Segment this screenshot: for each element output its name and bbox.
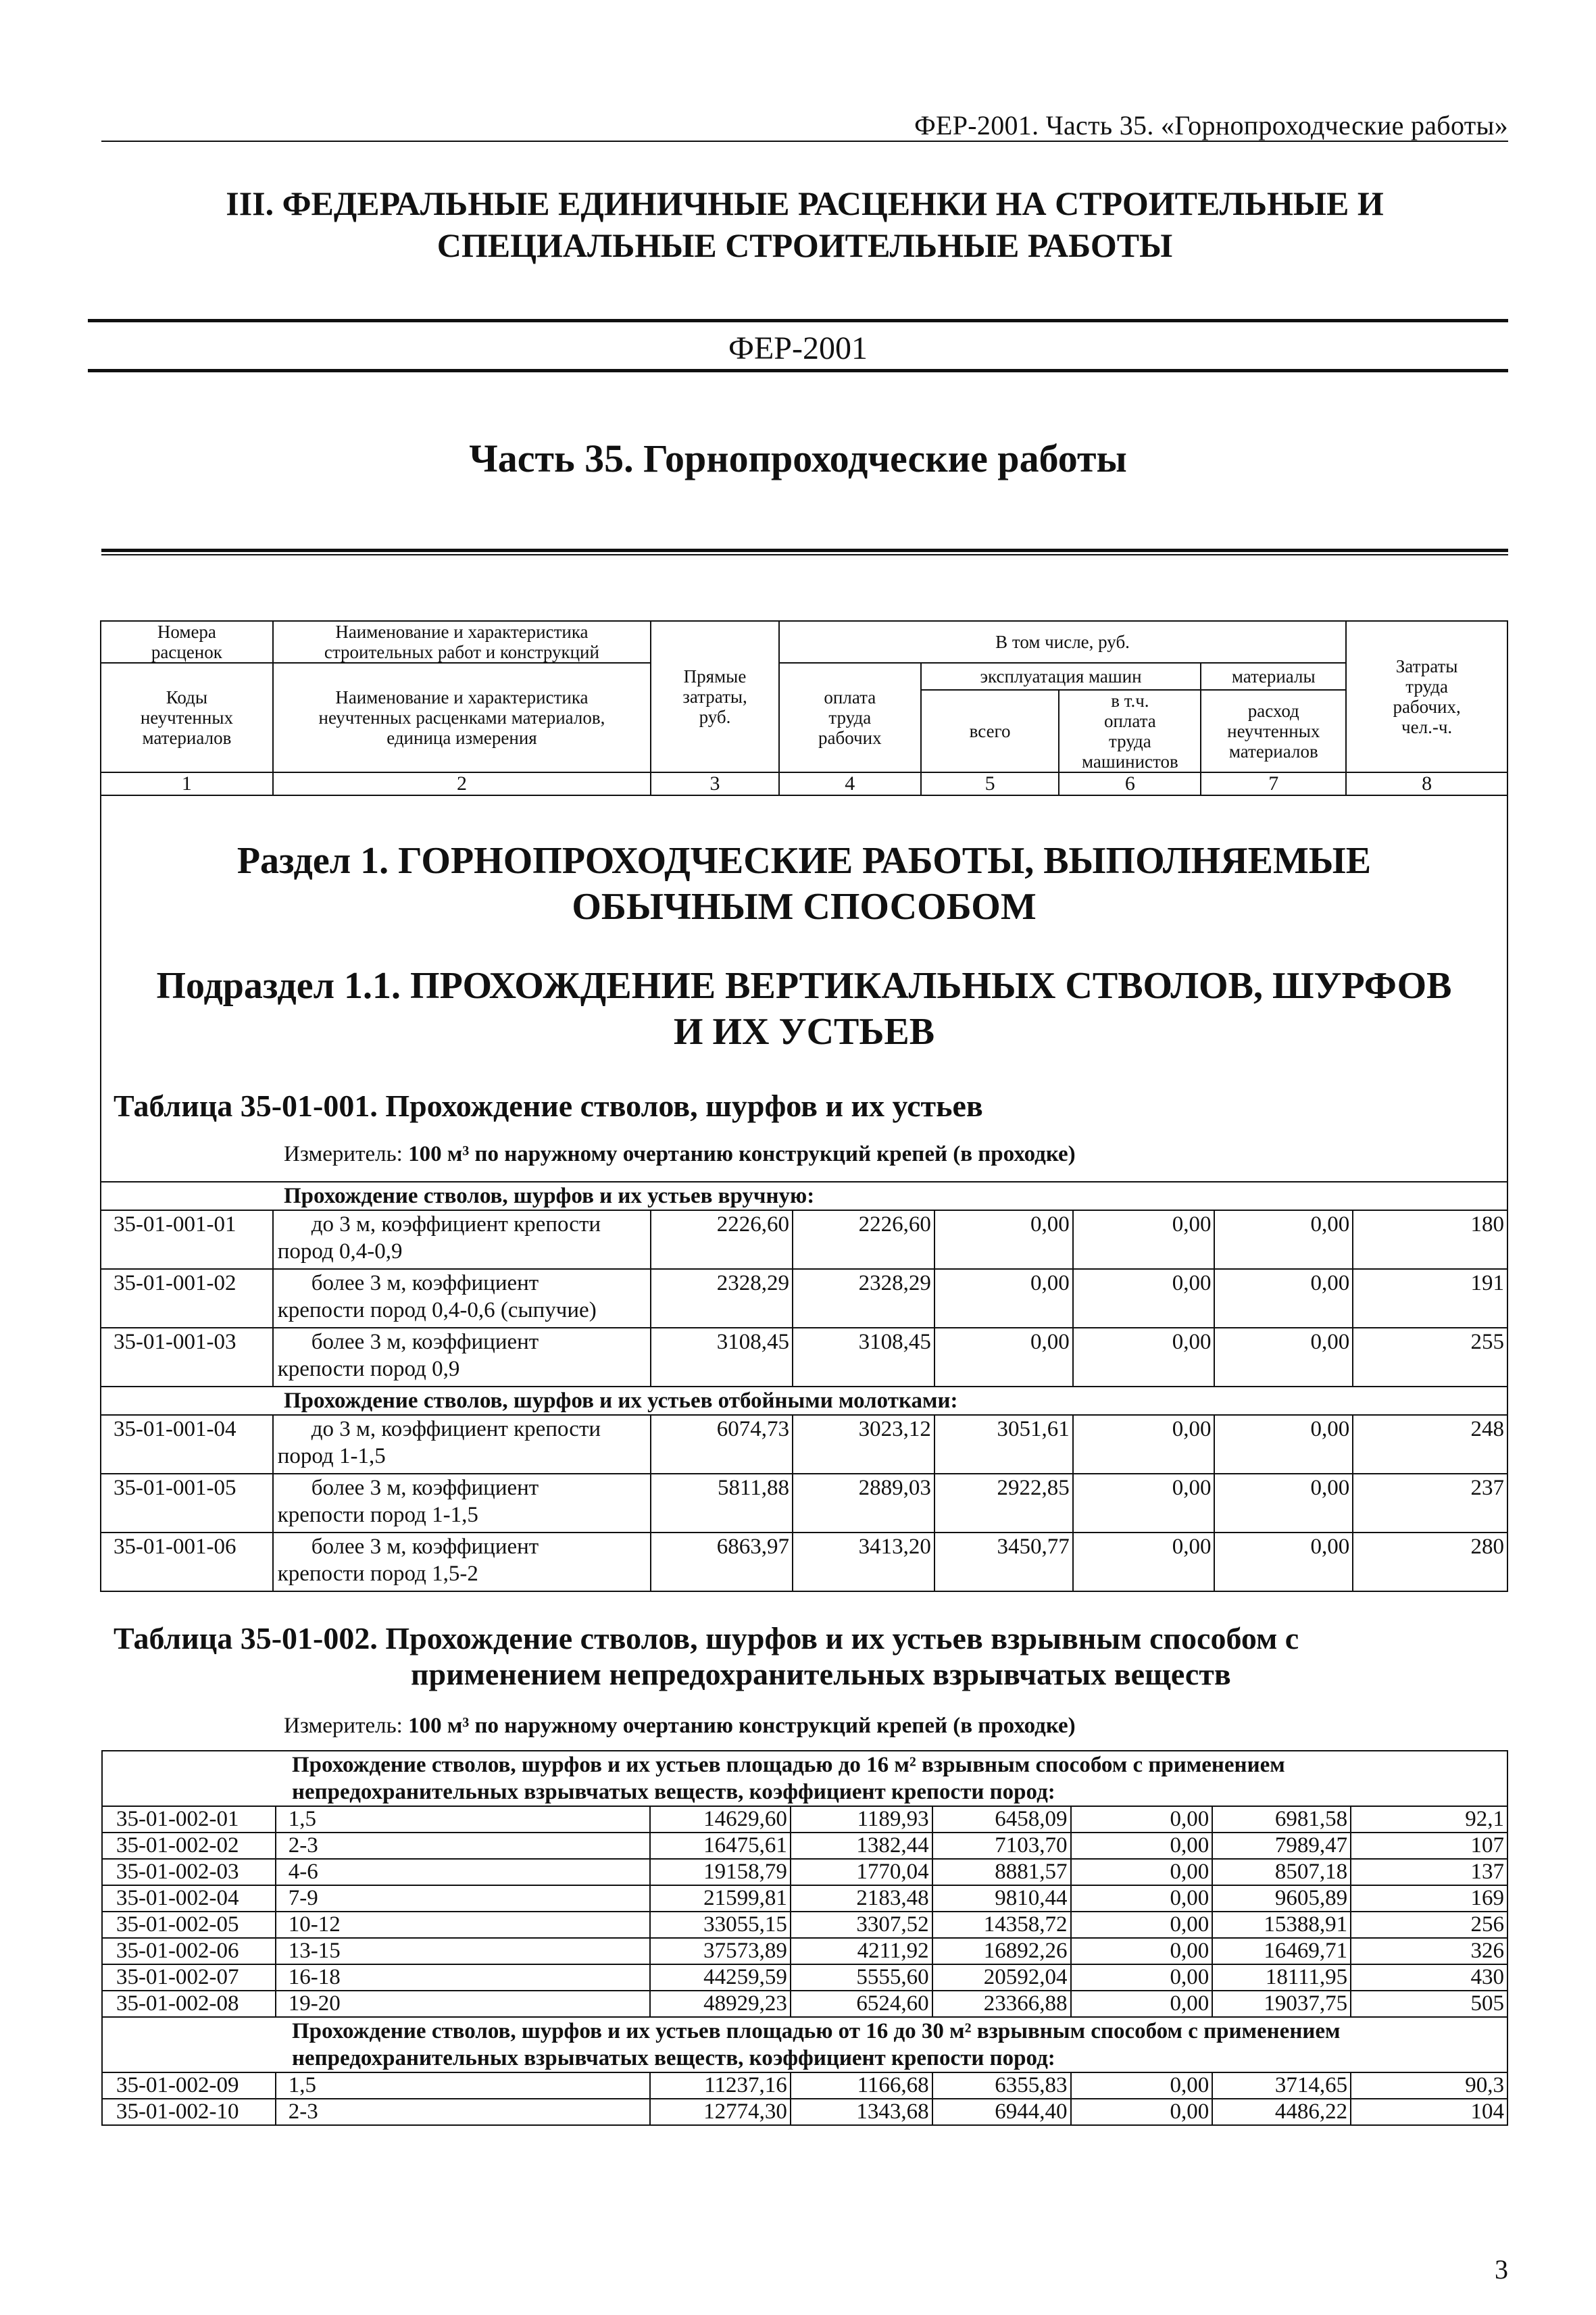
machine-cost: 0,00 [934, 1210, 1073, 1269]
rate-code: 35-01-002-09 [102, 2072, 276, 2099]
direct-cost: 21599,81 [650, 1885, 791, 1912]
double-rule [101, 549, 1508, 555]
direct-cost: 6863,97 [651, 1533, 793, 1591]
rate-code: 35-01-002-07 [102, 1964, 276, 1991]
materials-cost: 7989,47 [1212, 1833, 1351, 1859]
labor-cost: 3023,12 [793, 1415, 934, 1474]
table-row [102, 1938, 1507, 1964]
machine-cost: 3051,61 [934, 1415, 1073, 1474]
table-row [102, 1833, 1507, 1859]
labor-cost: 5555,60 [791, 1964, 932, 1991]
materials-cost: 8507,18 [1212, 1859, 1351, 1885]
rate-name: 13-15 [276, 1938, 650, 1964]
labor-cost: 3108,45 [793, 1328, 934, 1387]
rate-name: 7-9 [276, 1885, 650, 1912]
header-text: строительных работ и конструкций [324, 642, 599, 662]
operator-cost: 0,00 [1073, 1415, 1215, 1474]
rate-name-line: более 3 м, коэффициент [311, 1535, 539, 1559]
group-line: Прохождение стволов, шурфов и их устьев площадью до 16 м² взрывным способом с применением [292, 1753, 1285, 1777]
rate-code: 35-01-001-06 [101, 1533, 273, 1591]
table-row [102, 1991, 1507, 2017]
direct-cost: 11237,16 [650, 2072, 791, 2099]
rate-code: 35-01-002-10 [102, 2099, 276, 2125]
machine-cost: 2922,85 [934, 1474, 1073, 1533]
header-col2-top [273, 621, 651, 663]
materials-cost: 0,00 [1214, 1269, 1353, 1328]
table-row [101, 1328, 1507, 1387]
rate-name-line: крепости пород 1-1,5 [277, 1503, 478, 1527]
labor-cost: 3307,52 [791, 1912, 932, 1938]
rate-name: 2-3 [276, 1833, 650, 1859]
rate-name: 1,5 [276, 2072, 650, 2099]
table2 [101, 1750, 1508, 2126]
direct-cost: 5811,88 [651, 1474, 793, 1533]
rate-name: 10-12 [276, 1912, 650, 1938]
direct-cost: 48929,23 [650, 1991, 791, 2017]
rate-name: 4-6 [276, 1859, 650, 1885]
direct-cost: 3108,45 [651, 1328, 793, 1387]
rate-code: 35-01-001-04 [101, 1415, 273, 1474]
labor-hours: 505 [1351, 1991, 1507, 2017]
rate-name-line: более 3 м, коэффициент [311, 1330, 539, 1354]
header-text: рабочих [818, 728, 882, 748]
part-title-line-2: СПЕЦИАЛЬНЫЕ СТРОИТЕЛЬНЫЕ РАБОТЫ [437, 226, 1173, 264]
subsection-title-line-1: Подраздел 1.1. ПРОХОЖДЕНИЕ ВЕРТИКАЛЬНЫХ СТВОЛОВ, ШУРФОВ [156, 965, 1452, 1007]
section-title [100, 838, 1508, 930]
machine-cost: 23366,88 [932, 1991, 1071, 2017]
part-heading: Часть 35. Горнопроходческие работы [469, 437, 1127, 480]
header-including: В том числе, руб. [779, 621, 1346, 663]
fer-bottom-rule [88, 369, 1508, 372]
direct-cost: 37573,89 [650, 1938, 791, 1964]
header-unaccounted-materials [1201, 690, 1346, 772]
table-row [102, 2072, 1507, 2099]
table-row [102, 2099, 1507, 2125]
header-text: чел.-ч. [1401, 717, 1453, 737]
table2-group-row [102, 2017, 1507, 2072]
rate-name-line: пород 0,4-0,9 [277, 1239, 403, 1264]
operator-cost: 0,00 [1071, 1912, 1213, 1938]
rate-code: 35-01-002-04 [102, 1885, 276, 1912]
table-row [101, 1210, 1507, 1269]
running-head-rule [101, 141, 1508, 142]
rate-name-line: крепости пород 0,9 [277, 1357, 460, 1381]
rate-code: 35-01-002-06 [102, 1938, 276, 1964]
materials-cost: 18111,95 [1212, 1964, 1351, 1991]
table1-measure [284, 1142, 1076, 1167]
operator-cost: 0,00 [1071, 1964, 1213, 1991]
rate-name-line: крепости пород 1,5-2 [277, 1562, 478, 1586]
materials-cost: 6981,58 [1212, 1806, 1351, 1833]
direct-cost: 44259,59 [650, 1964, 791, 1991]
labor-hours: 256 [1351, 1912, 1507, 1938]
rate-name [273, 1328, 651, 1387]
labor-hours: 107 [1351, 1833, 1507, 1859]
column-number: 8 [1346, 772, 1507, 795]
header-col1-top [101, 621, 273, 663]
machine-cost: 14358,72 [932, 1912, 1071, 1938]
labor-hours: 248 [1353, 1415, 1507, 1474]
rate-code: 35-01-002-01 [102, 1806, 276, 1833]
direct-cost: 19158,79 [650, 1859, 791, 1885]
operator-cost: 0,00 [1073, 1210, 1215, 1269]
header-text: Наименование и характеристика [335, 687, 589, 707]
operator-cost: 0,00 [1071, 1806, 1213, 1833]
header-text: неучтенных [140, 707, 233, 728]
column-number: 5 [921, 772, 1059, 795]
group-line: непредохранительных взрывчатых веществ, коэффициент крепости пород: [292, 2046, 1055, 2070]
rate-name-line: до 3 м, коэффициент крепости [311, 1212, 601, 1237]
column-number: 3 [651, 772, 779, 795]
machine-cost: 16892,26 [932, 1938, 1071, 1964]
labor-cost: 1166,68 [791, 2072, 932, 2099]
materials-cost: 0,00 [1214, 1328, 1353, 1387]
header-text: рабочих, [1393, 697, 1461, 717]
table-row [101, 1415, 1507, 1474]
section-title-line-2: ОБЫЧНЫМ СПОСОБОМ [572, 886, 1037, 928]
table1-group-2: Прохождение стволов, шурфов и их устьев отбойными молотками: [101, 1387, 1507, 1415]
labor-hours: 137 [1351, 1859, 1507, 1885]
machine-cost: 20592,04 [932, 1964, 1071, 1991]
machine-cost: 6944,40 [932, 2099, 1071, 2125]
rate-name-line: пород 1-1,5 [277, 1444, 386, 1468]
measure-label: Измеритель: [284, 1142, 403, 1166]
group-line: непредохранительных взрывчатых веществ, коэффициент крепости пород: [292, 1780, 1055, 1804]
labor-hours: 191 [1353, 1269, 1507, 1328]
machine-cost: 7103,70 [932, 1833, 1071, 1859]
rate-name [273, 1474, 651, 1533]
header-text: труда [1405, 676, 1448, 697]
table-row [102, 1806, 1507, 1833]
header-text: расход [1247, 701, 1299, 721]
fer-top-rule [88, 319, 1508, 322]
table2-measure [284, 1714, 1076, 1739]
table-row [101, 1269, 1507, 1328]
rate-name: 2-3 [276, 2099, 650, 2125]
subsection-title-line-2: И ИХ УСТЬЕВ [673, 1011, 935, 1053]
labor-cost: 1189,93 [791, 1806, 932, 1833]
table1-title: Таблица 35-01-001. Прохождение стволов, шурфов и их устьев [114, 1089, 983, 1123]
labor-cost: 2226,60 [793, 1210, 934, 1269]
column-number: 1 [101, 772, 273, 795]
table2-group-row [102, 1751, 1507, 1806]
table-row [101, 1474, 1507, 1533]
header-col2-bottom [273, 663, 651, 772]
header-machines-total: всего [921, 690, 1059, 772]
rate-name: 19-20 [276, 1991, 650, 2017]
rate-code: 35-01-001-01 [101, 1210, 273, 1269]
labor-cost: 1343,68 [791, 2099, 932, 2125]
labor-hours: 280 [1353, 1533, 1507, 1591]
direct-cost: 14629,60 [650, 1806, 791, 1833]
direct-cost: 16475,61 [650, 1833, 791, 1859]
operator-cost: 0,00 [1071, 2099, 1213, 2125]
labor-cost: 3413,20 [793, 1533, 934, 1591]
labor-hours: 326 [1351, 1938, 1507, 1964]
labor-hours: 90,3 [1351, 2072, 1507, 2099]
machine-cost: 3450,77 [934, 1533, 1073, 1591]
column-number: 6 [1059, 772, 1201, 795]
header-text: оплата [1103, 711, 1156, 731]
rate-name [273, 1415, 651, 1474]
direct-cost: 2226,60 [651, 1210, 793, 1269]
fer-code: ФЕР-2001 [728, 330, 868, 366]
header-text: Затраты [1395, 656, 1458, 676]
column-header-table [100, 620, 1508, 796]
machine-cost: 0,00 [934, 1328, 1073, 1387]
table2-group-1 [102, 1751, 1507, 1806]
materials-cost: 0,00 [1214, 1474, 1353, 1533]
labor-cost: 2889,03 [793, 1474, 934, 1533]
table1-group-1: Прохождение стволов, шурфов и их устьев вручную: [101, 1182, 1507, 1210]
header-col1-bottom [101, 663, 273, 772]
labor-hours: 104 [1351, 2099, 1507, 2125]
table2-title-line-1: Таблица 35-01-002. Прохождение стволов, шурфов и их устьев взрывным способом с [114, 1621, 1299, 1656]
column-number: 7 [1201, 772, 1346, 795]
rate-name-line: более 3 м, коэффициент [311, 1476, 539, 1500]
operator-cost: 0,00 [1071, 1885, 1213, 1912]
operator-cost: 0,00 [1073, 1269, 1215, 1328]
direct-cost: 6074,73 [651, 1415, 793, 1474]
rate-name-line: крепости пород 0,4-0,6 (сыпучие) [277, 1298, 597, 1322]
direct-cost: 2328,29 [651, 1269, 793, 1328]
operator-cost: 0,00 [1071, 1833, 1213, 1859]
operator-cost: 0,00 [1071, 2072, 1213, 2099]
header-labor-hours [1346, 621, 1507, 772]
materials-cost: 15388,91 [1212, 1912, 1351, 1938]
header-text: труда [1108, 731, 1151, 751]
rate-name [273, 1533, 651, 1591]
labor-cost: 2183,48 [791, 1885, 932, 1912]
labor-cost: 4211,92 [791, 1938, 932, 1964]
operator-cost: 0,00 [1071, 1859, 1213, 1885]
subsection-title [100, 963, 1508, 1055]
table1-group-row [101, 1387, 1507, 1415]
table2-title-line-2: применением непредохранительных взрывчатых веществ [411, 1657, 1231, 1691]
header-text: руб. [699, 707, 731, 727]
operator-cost: 0,00 [1073, 1533, 1215, 1591]
part-title-line-1: III. ФЕДЕРАЛЬНЫЕ ЕДИНИЧНЫЕ РАСЦЕНКИ НА СТРОИТЕЛЬНЫЕ И [226, 184, 1384, 222]
rate-code: 35-01-002-05 [102, 1912, 276, 1938]
materials-cost: 0,00 [1214, 1210, 1353, 1269]
header-text: машинистов [1082, 751, 1178, 772]
header-worker-wages [779, 663, 921, 772]
header-machines: эксплуатация машин [921, 663, 1201, 690]
running-head: ФЕР-2001. Часть 35. «Горнопроходческие работы» [914, 110, 1508, 141]
table-row [102, 1964, 1507, 1991]
header-text: труда [828, 707, 872, 728]
measure-value: 100 м³ по наружному очертанию конструкций крепей (в проходке) [408, 1142, 1076, 1166]
header-text: в т.ч. [1111, 691, 1149, 711]
table2-group-2 [102, 2017, 1507, 2072]
labor-hours: 255 [1353, 1328, 1507, 1387]
column-number: 2 [273, 772, 651, 795]
materials-cost: 19037,75 [1212, 1991, 1351, 2017]
rate-code: 35-01-002-08 [102, 1991, 276, 2017]
header-text: неучтенных расценками материалов, [318, 707, 605, 728]
materials-cost: 9605,89 [1212, 1885, 1351, 1912]
table-row [102, 1885, 1507, 1912]
header-text: оплата [824, 687, 876, 707]
machine-cost: 8881,57 [932, 1859, 1071, 1885]
rate-name-line: более 3 м, коэффициент [311, 1271, 539, 1295]
measure-label: Измеритель: [284, 1714, 403, 1738]
rate-name-line: до 3 м, коэффициент крепости [311, 1417, 601, 1441]
machine-cost: 0,00 [934, 1269, 1073, 1328]
part-title [101, 182, 1508, 266]
machine-cost: 6355,83 [932, 2072, 1071, 2099]
section-title-line-1: Раздел 1. ГОРНОПРОХОДЧЕСКИЕ РАБОТЫ, ВЫПОЛНЯЕМЫЕ [236, 840, 1372, 882]
machine-cost: 9810,44 [932, 1885, 1071, 1912]
rate-name: 1,5 [276, 1806, 650, 1833]
rate-name [273, 1210, 651, 1269]
operator-cost: 0,00 [1073, 1474, 1215, 1533]
labor-hours: 237 [1353, 1474, 1507, 1533]
labor-cost: 2328,29 [793, 1269, 934, 1328]
labor-cost: 6524,60 [791, 1991, 932, 2017]
rate-code: 35-01-001-05 [101, 1474, 273, 1533]
header-direct-costs [651, 621, 779, 772]
header-text: Коды [166, 687, 208, 707]
direct-cost: 12774,30 [650, 2099, 791, 2125]
rate-code: 35-01-002-03 [102, 1859, 276, 1885]
operator-cost: 0,00 [1071, 1991, 1213, 2017]
rate-name [273, 1269, 651, 1328]
header-text: Наименование и характеристика [335, 622, 589, 642]
header-materials: материалы [1201, 663, 1346, 690]
table-row [101, 1533, 1507, 1591]
table1 [100, 1181, 1508, 1592]
labor-cost: 1770,04 [791, 1859, 932, 1885]
group-line: Прохождение стволов, шурфов и их устьев площадью от 16 до 30 м² взрывным способом с применением [292, 2019, 1341, 2043]
header-text: неучтенных [1227, 721, 1320, 741]
rate-code: 35-01-001-03 [101, 1328, 273, 1387]
header-text: затраты, [682, 687, 747, 707]
rate-code: 35-01-002-02 [102, 1833, 276, 1859]
header-text: расценок [151, 642, 222, 662]
table1-group-row [101, 1182, 1507, 1210]
header-text: материалов [1228, 741, 1318, 762]
materials-cost: 0,00 [1214, 1415, 1353, 1474]
machine-cost: 6458,09 [932, 1806, 1071, 1833]
direct-cost: 33055,15 [650, 1912, 791, 1938]
labor-cost: 1382,44 [791, 1833, 932, 1859]
header-operator-wages [1059, 690, 1201, 772]
materials-cost: 0,00 [1214, 1533, 1353, 1591]
column-number: 4 [779, 772, 921, 795]
page-number: 3 [1495, 2254, 1508, 2285]
header-text: единица измерения [386, 728, 537, 748]
materials-cost: 3714,65 [1212, 2072, 1351, 2099]
rate-name: 16-18 [276, 1964, 650, 1991]
table-row [102, 1859, 1507, 1885]
labor-hours: 430 [1351, 1964, 1507, 1991]
rate-code: 35-01-001-02 [101, 1269, 273, 1328]
operator-cost: 0,00 [1073, 1328, 1215, 1387]
measure-value: 100 м³ по наружному очертанию конструкций крепей (в проходке) [408, 1714, 1076, 1738]
labor-hours: 169 [1351, 1885, 1507, 1912]
labor-hours: 180 [1353, 1210, 1507, 1269]
header-text: Прямые [683, 666, 747, 687]
labor-hours: 92,1 [1351, 1806, 1507, 1833]
header-text: Номера [157, 622, 216, 642]
materials-cost: 16469,71 [1212, 1938, 1351, 1964]
table2-title [114, 1620, 1505, 1692]
table-row [102, 1912, 1507, 1938]
header-text: материалов [142, 728, 232, 748]
materials-cost: 4486,22 [1212, 2099, 1351, 2125]
operator-cost: 0,00 [1071, 1938, 1213, 1964]
